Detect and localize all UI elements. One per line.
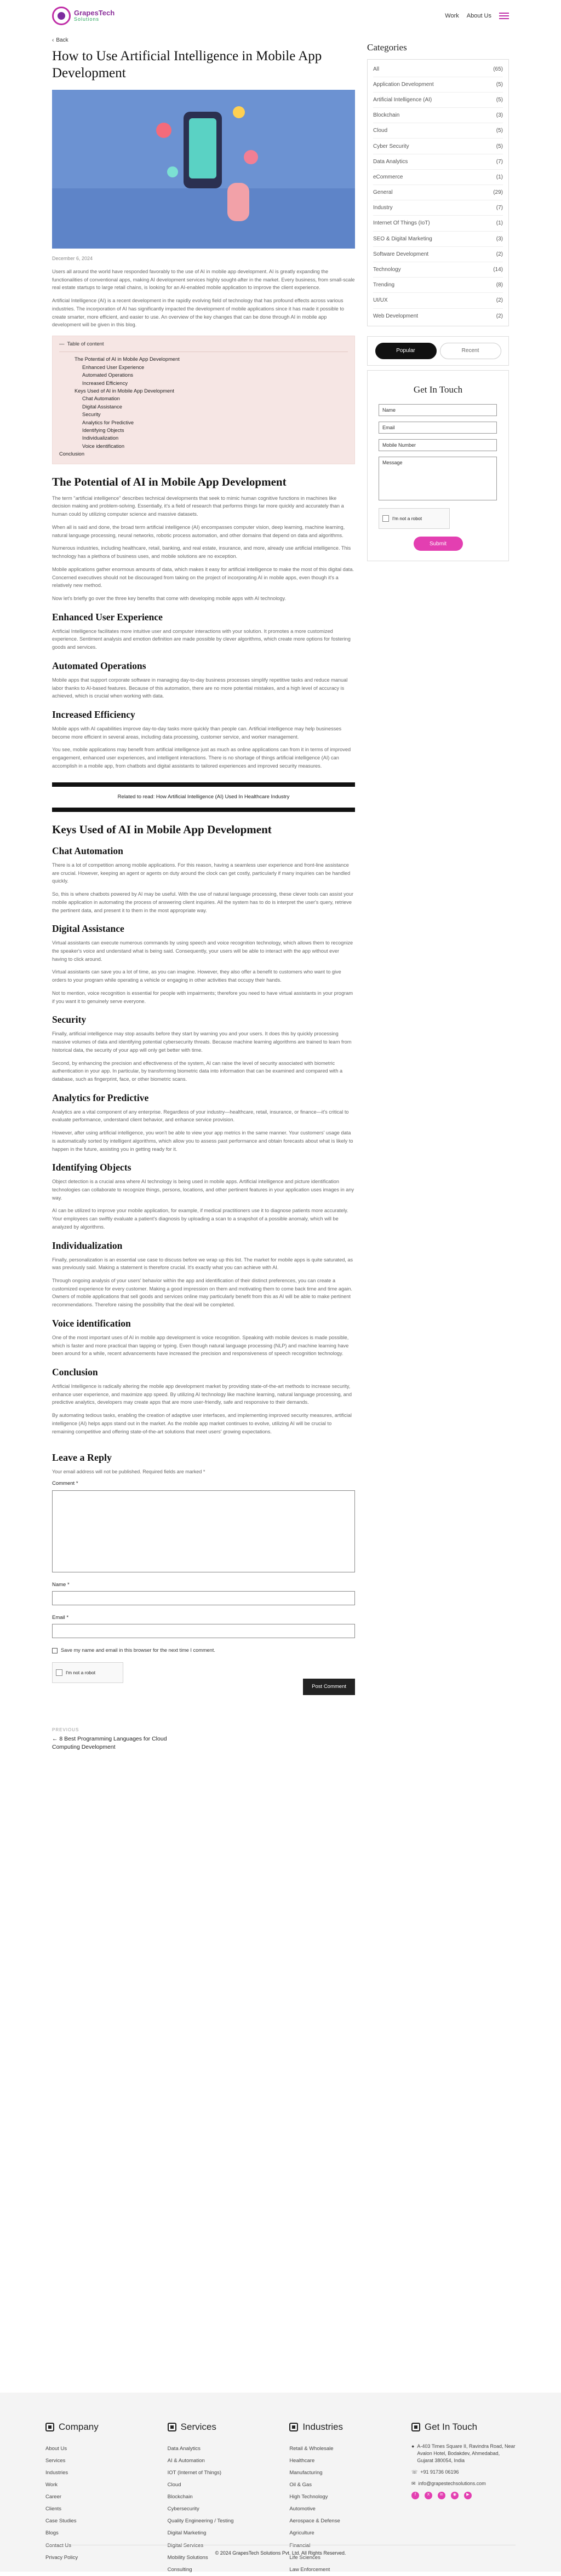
- category-name: Cyber Security: [373, 143, 409, 149]
- category-item[interactable]: [373, 170, 503, 185]
- table-of-contents: [52, 336, 355, 464]
- footer-contact: Get In Touch ● A-403 Times Square II, Ravindra Road, Near Avalon Hotel, Bodakdev, Ahmedabad, Gujarat 380054, India ☏ +91 91736 06196 ✉ info@grapestechsolutions.com f X in ◉ ▶: [411, 2420, 516, 2576]
- submit-button[interactable]: Submit: [414, 537, 463, 551]
- footer-link[interactable]: Retail & Wholesale: [289, 2445, 334, 2452]
- contact-icon: [411, 2423, 420, 2431]
- category-item[interactable]: [373, 309, 503, 324]
- logo-icon: [52, 7, 71, 25]
- address: A-403 Times Square II, Ravindra Road, Near Avalon Hotel, Bodakdev, Ahmedabad, Gujarat 380054, India: [417, 2443, 516, 2463]
- toc-item[interactable]: Keys Used of AI in Mobile App Development: [75, 388, 174, 394]
- footer-link[interactable]: Mobility Solutions: [167, 2554, 208, 2561]
- section-heading: Analytics for Predictive: [52, 1092, 149, 1103]
- section-paragraph: AI can be utilized to improve your mobile application, for example, if medical practitioners use it to diagnose patients more accurately. Your employees can swiftly evaluate a patient's diagnosis by uploading a scan to a snapshot of a possible anomaly, which will be analyzed by algorithms.: [52, 1208, 348, 1230]
- toc-item[interactable]: Enhanced User Experience: [82, 364, 145, 370]
- footer-link[interactable]: Cybersecurity: [167, 2506, 199, 2512]
- section-paragraph: Artificial Intelligence facilitates more intuitive user and computer interactions with your solution. It promotes a more customized experience. Sentiment analysis and emotion definition are made possible by clever algorithms, which create more options for fostering goods and services.: [52, 628, 351, 650]
- category-count: (2): [496, 251, 503, 257]
- section-paragraph: Artificial Intelligence is radically altering the mobile app development market by providing state-of-the-art methods to increase security, enhance user experience, and maximize app speed. By utilizing AI technology like machine learning, natural language processing, and predictive analytics, developers may create apps that are more user-friendly, safe and responsive to their demands.: [52, 1384, 352, 1405]
- category-count: (14): [493, 267, 503, 273]
- toc-item[interactable]: Chat Automation: [82, 396, 120, 402]
- footer-link[interactable]: Agriculture: [289, 2530, 314, 2537]
- category-count: (8): [496, 282, 503, 289]
- message-textarea[interactable]: Message: [379, 457, 497, 500]
- section-heading: Identifying Objects: [52, 1162, 131, 1173]
- intro-paragraph: Users all around the world have responded favorably to the use of AI in mobile app development. AI is greatly expanding the functionalities of conventional apps, making AI development services highly sought-after in the market. Every business, from small-scale real estate startups to large retail chains, is looking for an AI-enabled mobile application to improve the client experience.: [52, 269, 355, 291]
- category-item[interactable]: [373, 232, 503, 247]
- hero-illustration: [52, 90, 355, 249]
- post-comment-button[interactable]: Post Comment: [303, 1679, 355, 1695]
- section-paragraph: Mobile apps that support corporate software in managing day-to-day business processes simplify repetitive tasks and reduce manual labor thanks to AI-based features. Because of this automation, there are no more potential mistakes, and a high level of accuracy is achieved, which is crucial when working with data.: [52, 677, 348, 699]
- location-icon: ●: [411, 2443, 415, 2449]
- phone-icon: ☏: [411, 2469, 418, 2475]
- toc-item[interactable]: Automated Operations: [82, 372, 134, 378]
- mobile-input[interactable]: Mobile Number: [379, 439, 497, 451]
- email-input[interactable]: Email: [379, 422, 497, 434]
- linkedin-icon[interactable]: in: [438, 2492, 445, 2499]
- back-link[interactable]: ‹ Back: [52, 37, 68, 43]
- category-name: eCommerce: [373, 174, 403, 180]
- x-icon[interactable]: X: [425, 2492, 432, 2499]
- reply-form: [52, 1452, 355, 1690]
- post-tabs: [367, 336, 509, 366]
- footer-link[interactable]: Privacy Policy: [45, 2554, 78, 2561]
- category-count: (1): [496, 174, 503, 180]
- footer-link[interactable]: Digital Marketing: [167, 2530, 207, 2537]
- category-name: Software Development: [373, 251, 429, 257]
- section-paragraph: Mobile applications gather enormous amounts of data, which makes it easy for artificial intelligence to make the most of this digital data. Concerned executives should not be discouraged from taking on the project of incorporating AI in mobile apps, even though it's a relatively new method.: [52, 566, 354, 589]
- top-nav: [445, 11, 509, 21]
- section-paragraph: By automating tedious tasks, enabling the creation of adaptive user interfaces, and implementing improved security measures, artificial intelligence (AI) helps apps stand out in the market. As the mobile app market continues to evolve, utilizing AI will be crucial to remaining competitive and offering state-of-the-art solutions that meet users' growing expectations.: [52, 1413, 352, 1434]
- section-paragraph: When all is said and done, the broad term artificial intelligence (AI) encompasses computer vision, deep learning, machine learning, natural language processing, neural networks, robotic process automation, and other domains that depend on data and algorithms.: [52, 524, 345, 538]
- minus-icon: —: [59, 341, 65, 348]
- contact-title: Get In Touch: [413, 384, 463, 395]
- category-name: Internet Of Things (IoT): [373, 220, 430, 227]
- category-name: Blockchain: [373, 112, 400, 119]
- footer-link[interactable]: Financial: [289, 2542, 311, 2549]
- arrow-left-icon: ‹: [52, 37, 54, 43]
- category-item[interactable]: [373, 200, 503, 216]
- category-item[interactable]: [373, 185, 503, 200]
- category-count: (3): [496, 112, 503, 119]
- category-name: Data Analytics: [373, 158, 408, 165]
- section-paragraph: Second, by enhancing the precision and effectiveness of the system, AI can raise the level of security associated with biometric authentication in your app. In particular, by transforming biometric data into information that can be examined and compared with a database, such as fingerprint, face, or other biometric scans.: [52, 1060, 343, 1082]
- footer-link[interactable]: About Us: [45, 2445, 67, 2452]
- toc-item[interactable]: Identifying Objects: [82, 427, 124, 433]
- footer-link[interactable]: Digital Services: [167, 2542, 204, 2549]
- section-paragraph: Object detection is a crucial area where AI technology is being used in mobile apps. Artificial intelligence and picture identification technologies can collaborate to recognize things, persons, locations, and other pertinent features in your application uses images in any way.: [52, 1179, 354, 1201]
- footer-industries: Industries Retail & Wholesale Healthcare Manufacturing Oil & Gas High Technology Automotive Aerospace & Defense Agriculture Financial Life Sciences Law Enforcement: [289, 2420, 393, 2576]
- toc-item[interactable]: Digital Assistance: [82, 404, 122, 410]
- category-name: SEO & Digital Marketing: [373, 235, 432, 242]
- footer-link[interactable]: Law Enforcement: [289, 2566, 330, 2573]
- section-paragraph: Now let's briefly go over the three key benefits that come with developing mobile apps with AI technology.: [52, 595, 286, 601]
- comment-textarea[interactable]: [52, 1490, 355, 1572]
- footer-link[interactable]: Case Studies: [45, 2518, 77, 2525]
- footer-link[interactable]: Clients: [45, 2506, 62, 2512]
- toc-toggle[interactable]: — Table of content: [59, 341, 348, 352]
- category-name: Artificial Intelligence (AI): [373, 96, 432, 103]
- footer-link[interactable]: Blogs: [45, 2530, 59, 2537]
- category-name: Cloud: [373, 128, 388, 134]
- tab-popular[interactable]: Popular: [375, 343, 437, 359]
- category-item[interactable]: [373, 216, 503, 231]
- footer-link[interactable]: Consulting: [167, 2566, 192, 2573]
- category-list: [367, 59, 509, 326]
- previous-label: PREVIOUS: [52, 1727, 79, 1732]
- services-icon: [168, 2423, 176, 2431]
- footer-link[interactable]: Healthcare: [289, 2457, 315, 2464]
- category-name: Trending: [373, 282, 395, 289]
- category-count: (7): [496, 158, 503, 165]
- category-item[interactable]: [373, 247, 503, 262]
- category-count: (1): [496, 220, 503, 227]
- section-paragraph: However, after using artificial intelligence, you won't be able to view your app metrics in the same manner. Your customers' usage data is automatically sorted by intelligent algorithms, which allow you to assess past performance and obtain forecasts about what is likely to happen in the future, assisting you in getting ready for it.: [52, 1130, 353, 1152]
- footer-link[interactable]: High Technology: [289, 2494, 328, 2500]
- section-heading: Digital Assistance: [52, 923, 124, 935]
- category-count: (3): [496, 235, 503, 242]
- category-item[interactable]: [373, 139, 503, 154]
- footer-link[interactable]: IOT (Internet of Things): [167, 2469, 222, 2476]
- footer-link[interactable]: Work: [45, 2481, 58, 2488]
- article-title: How to Use Artificial Intelligence in Mobile App Development: [52, 49, 322, 81]
- article: [52, 32, 355, 1751]
- footer-link[interactable]: Manufacturing: [289, 2469, 323, 2476]
- email-label: Email *: [52, 1614, 69, 1621]
- related-link[interactable]: Related to read: How Artificial Intelligence (AI) Used In Healthcare Industry: [52, 782, 355, 812]
- section-heading: Chat Automation: [52, 845, 123, 856]
- category-count: (5): [496, 81, 503, 88]
- tab-recent[interactable]: Recent: [440, 343, 501, 359]
- section-paragraph: Through ongoing analysis of your users' behavior within the app and identification of their distinct preferences, you can create a customized experience for every customer. Making a good impression on them and motivating them to come back time and time again. Owners of mobile applications that sell goods and services online may particularly benefit from this as AI will be able to make pertinent recommendations. Therefore raising the possibility that the deal will be completed.: [52, 1278, 352, 1308]
- category-item[interactable]: [373, 77, 503, 93]
- instagram-icon[interactable]: ◉: [451, 2492, 459, 2499]
- section-heading: Voice identification: [52, 1317, 131, 1329]
- footer-link[interactable]: Oil & Gas: [289, 2481, 312, 2488]
- brand-name: GrapesTech: [74, 9, 115, 18]
- brand-logo[interactable]: [52, 7, 115, 25]
- section-paragraph: Mobile apps with AI capabilities improve day-to-day tasks more quickly than people can. Artificial intelligence may help businesses become more efficient in several areas, including data processing, customer service, and worker management.: [52, 725, 342, 740]
- section-paragraph: Virtual assistants can save you a lot of time, as you can imagine. However, they also offer a benefit to customers who want to give orders to your program while operating a vehicle or engaging in other activities that occupy their hands.: [52, 969, 341, 983]
- category-count: (7): [496, 205, 503, 211]
- category-name: UI/UX: [373, 297, 388, 304]
- sidebar: [367, 32, 509, 1751]
- footer-link[interactable]: Life Sciences: [289, 2554, 320, 2561]
- footer-link[interactable]: Aerospace & Defense: [289, 2518, 340, 2525]
- category-count: (29): [493, 189, 503, 196]
- youtube-icon[interactable]: ▶: [464, 2492, 472, 2499]
- category-count: (65): [493, 66, 503, 72]
- toc-item[interactable]: Individualization: [82, 435, 119, 441]
- required-note: Your email address will not be published. Required fields are marked *: [52, 1468, 205, 1474]
- section-paragraph: The term "artificial intelligence" describes technical developments that seek to mimic human cognitive functions in machines like decision making and problem-solving. Essentially, it's a field of research that performs things far more quickly and accurately than a human could by utilizing computer science and massive datasets.: [52, 495, 344, 517]
- footer-link[interactable]: Quality Engineering / Testing: [167, 2518, 234, 2525]
- footer-link[interactable]: Services: [45, 2457, 66, 2464]
- category-count: (2): [496, 313, 503, 319]
- intro-paragraph: Artificial Intelligence (AI) is a recent development in the rapidly evolving field of technology that has profound effects across various industries. The incorporation of AI has significantly impacted the development of mobile applications since it has made it possible to create smarter, more efficient, and easier to use. An overview of the key changes that can be done through AI in mobile app development will be given in this blog.: [52, 298, 344, 328]
- previous-post-link[interactable]: ← 8 Best Programming Languages for Cloud Computing Development: [52, 1735, 167, 1750]
- recaptcha[interactable]: I'm not a robot: [52, 1662, 123, 1683]
- save-info-checkbox[interactable]: Save my name and email in this browser for the next time I comment.: [52, 1647, 355, 1655]
- toc-item[interactable]: Conclusion: [59, 451, 84, 457]
- reply-title: Leave a Reply: [52, 1452, 112, 1463]
- category-count: (5): [496, 96, 503, 103]
- footer-services: Services Data Analytics AI & Automation IOT (Internet of Things) Cloud Blockchain Cybersecurity Quality Engineering / Testing Digital Marketing Digital Services Mobility Solutions Consulting: [168, 2420, 272, 2576]
- footer-link[interactable]: Career: [45, 2494, 62, 2500]
- category-item[interactable]: [373, 62, 503, 77]
- section-heading: Security: [52, 1014, 87, 1025]
- publish-date: December 6, 2024: [52, 255, 93, 261]
- section-paragraph: Numerous industries, including healthcare, retail, banking, and real estate, insurance, and more, already use artificial intelligence. This technology has a plethora of business uses, and mobile solutions are no exception.: [52, 545, 351, 560]
- category-count: (5): [496, 128, 503, 134]
- category-name: Web Development: [373, 313, 419, 319]
- email-field[interactable]: [52, 1624, 355, 1638]
- category-item[interactable]: [373, 293, 503, 308]
- footer-link[interactable]: Contact Us: [45, 2542, 71, 2549]
- footer-link[interactable]: Blockchain: [167, 2494, 193, 2500]
- section-heading: Individualization: [52, 1240, 123, 1251]
- section-paragraph: Not to mention, voice recognition is essential for people with impairments; therefore you need to have virtual assistants in your program if you want it to genuinely serve everyone.: [52, 990, 353, 1004]
- category-item[interactable]: [373, 278, 503, 293]
- category-item[interactable]: [373, 262, 503, 278]
- categories-title: Categories: [367, 42, 407, 53]
- footer-link[interactable]: AI & Automation: [167, 2457, 205, 2464]
- copyright: © 2024 GrapesTech Solutions Pvt. Ltd. All Rights Reserved.: [45, 2545, 516, 2557]
- section-paragraph: Analytics are a vital component of any enterprise. Regardless of your industry—healthcare, retail, insurance, or finance—it's critical to evaluate performance, understand client behavior, and enhance service provision.: [52, 1109, 349, 1123]
- toc-item[interactable]: Analytics for Predictive: [82, 419, 134, 425]
- footer-company: Company About Us Services Industries Work Career Clients Case Studies Blogs Contact Us Privacy Policy: [45, 2420, 150, 2576]
- section-paragraph: One of the most important uses of AI in mobile app development is voice recognition. Speaking with mobile devices is made possible, which is faster and more practical than tapping or typing. Even though natural language processing (NLP) and machine learning have been around for a while, recent advancements have increased the precision and responsiveness of speech recognition technology.: [52, 1334, 349, 1357]
- building-icon: [45, 2423, 54, 2431]
- menu-icon[interactable]: [499, 13, 509, 19]
- category-count: (5): [496, 143, 503, 149]
- recaptcha[interactable]: I'm not a robot: [379, 508, 450, 529]
- section-paragraph: Finally, personalization is an essential use case to discuss before we wrap up this list. The market for mobile apps is quite saturated, as was previously said. Making a statement is therefore crucial. It's exactly what you can achieve with AI.: [52, 1257, 353, 1271]
- nav-work[interactable]: Work: [445, 12, 459, 19]
- toc-item[interactable]: Security: [82, 412, 101, 418]
- contact-widget: [367, 370, 509, 562]
- comment-label: Comment *: [52, 1480, 78, 1487]
- name-input[interactable]: Name: [379, 404, 497, 416]
- category-item[interactable]: [373, 123, 503, 139]
- section-heading: Conclusion: [52, 1367, 98, 1378]
- section-paragraph: Finally, artificial intelligence may stop assaults before they start by warning you and your users. It does this by quickly processing massive volumes of data and identifying potential cybersecurity threats. Because machine learning algorithms are trained to learn from historical data, the security of your app will only get better with time.: [52, 1031, 352, 1053]
- industry-icon: [289, 2423, 298, 2431]
- section-heading: Keys Used of AI in Mobile App Development: [52, 822, 272, 836]
- brand-tagline: Solutions: [74, 16, 100, 22]
- phone[interactable]: +91 91736 06196: [420, 2469, 459, 2475]
- section-paragraph: So, this is where chatbots powered by AI may be useful. With the use of natural language processing, these clever tools can assist your mobile application in automating the process of answering client inquiries. All the system has to do is interpret the user's query, retrieve the pertinent data, and present it to them in the most appropriate way.: [52, 891, 354, 913]
- mail-icon: ✉: [411, 2480, 416, 2486]
- section-heading: Automated Operations: [52, 660, 146, 671]
- category-name: General: [373, 189, 393, 196]
- toc-item[interactable]: Increased Efficiency: [82, 380, 128, 386]
- category-count: (2): [496, 297, 503, 304]
- section-paragraph: Virtual assistants can execute numerous commands by using speech and voice recognition technology, which allows them to recognize the speaker's voice and understand what is being said. Consequently, your users will be able to interact with the app without ever having to click around.: [52, 940, 353, 962]
- section-paragraph: There is a lot of competition among mobile applications. For this reason, having a seamless user experience and front-line assistance are crucial. However, keeping an agent or agents on duty around the clock can get costly, particularly if many inquiries can be handled quickly.: [52, 862, 351, 884]
- footer-link[interactable]: Automotive: [289, 2506, 316, 2512]
- section-heading: Increased Efficiency: [52, 708, 135, 720]
- name-field[interactable]: [52, 1591, 355, 1605]
- section-heading: The Potential of AI in Mobile App Development: [52, 475, 287, 488]
- category-name: All: [373, 66, 380, 72]
- name-label: Name *: [52, 1581, 70, 1588]
- nav-about[interactable]: About Us: [466, 12, 491, 19]
- category-item[interactable]: [373, 93, 503, 108]
- footer-link[interactable]: Cloud: [167, 2481, 181, 2488]
- facebook-icon[interactable]: f: [411, 2492, 419, 2499]
- section-heading: Enhanced User Experience: [52, 611, 163, 623]
- toc-item[interactable]: Voice identification: [82, 443, 125, 449]
- email[interactable]: info@grapestechsolutions.com: [418, 2480, 486, 2486]
- category-name: Application Development: [373, 81, 434, 88]
- footer-link[interactable]: Industries: [45, 2469, 68, 2476]
- category-item[interactable]: [373, 154, 503, 170]
- footer-link[interactable]: Data Analytics: [167, 2445, 201, 2452]
- category-item[interactable]: [373, 108, 503, 123]
- site-header: [0, 0, 561, 32]
- toc-item[interactable]: The Potential of AI in Mobile App Development: [75, 356, 180, 362]
- category-name: Technology: [373, 267, 401, 273]
- category-name: Industry: [373, 205, 393, 211]
- section-paragraph: You see, mobile applications may benefit from artificial intelligence just as much as online applications can from it in terms of improved engagement, enhanced user experiences, and intelligent interactions. There is no shortage of things artificial intelligence (AI) can accomplish in a mobile app, from chatbots and digital assistants to tailored experiences and improved security measures.: [52, 747, 351, 769]
